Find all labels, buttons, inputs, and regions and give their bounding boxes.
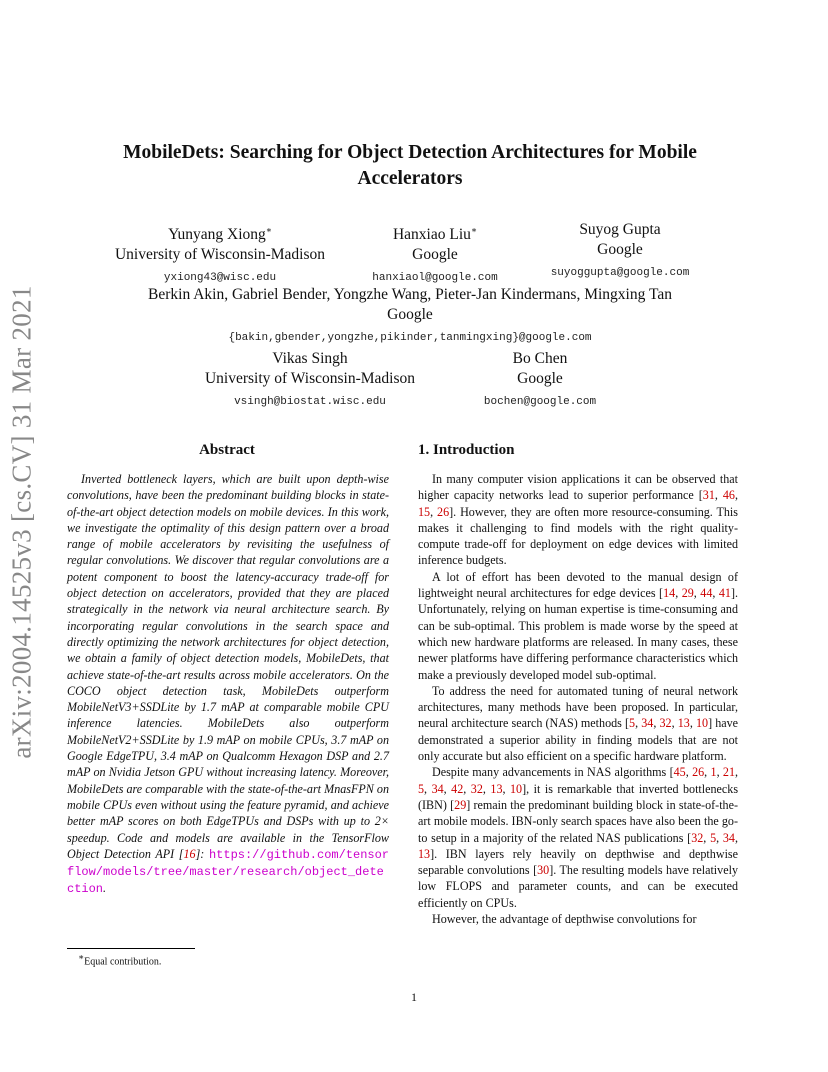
citation-link[interactable]: 34 xyxy=(431,781,444,796)
arxiv-stamp: arXiv:2004.14525v3 [cs.CV] 31 Mar 2021 xyxy=(6,285,37,759)
citation-link[interactable]: 21 xyxy=(722,765,736,780)
intro-body xyxy=(418,471,738,927)
author-3: Suyog Gupta Google suyoggupta@google.com xyxy=(550,221,690,279)
footnote: ∗Equal contribution. xyxy=(78,952,162,968)
citation-link[interactable]: 26 xyxy=(437,504,450,519)
citation-link[interactable]: 44 xyxy=(700,586,713,601)
citation-link[interactable]: 13 xyxy=(490,781,503,796)
paper-title: MobileDets: Searching for Object Detection Architectures for Mobile Accelerators xyxy=(123,142,697,189)
intro-paragraph: To address the need for automated tuning of neural network architectures, many methods have been proposed. In particular, neural architecture search (NAS) methods [5, 34, 32, 13, 10] have demonstrated a superior ability in finding models that are not only accurate but also efficient on a specific hardware platform. xyxy=(418,683,739,764)
citation-link[interactable]: 5 xyxy=(629,716,636,731)
citation-link[interactable]: 45 xyxy=(673,765,686,780)
footnote-rule xyxy=(67,948,195,949)
intro-heading: 1. Introduction xyxy=(418,442,515,458)
author-5: Bo Chen Google bochen@google.com xyxy=(483,350,597,408)
citation-link[interactable]: 14 xyxy=(663,586,676,601)
author-1: Yunyang Xiong∗ University of Wisconsin-Madison yxiong43@wisc.edu xyxy=(114,225,326,285)
citation-link[interactable]: 32 xyxy=(691,830,704,845)
citation-link[interactable]: 32 xyxy=(470,781,483,796)
citation-link[interactable]: 42 xyxy=(451,781,464,796)
citation-link[interactable]: 16 xyxy=(183,846,196,861)
citation-link[interactable]: 26 xyxy=(692,765,705,780)
citation-link[interactable]: 31 xyxy=(702,488,715,503)
intro-paragraph: However, the advantage of depthwise convolutions for xyxy=(432,912,697,927)
citation-link[interactable]: 30 xyxy=(537,863,550,878)
author-group: Berkin Akin, Gabriel Bender, Yongzhe Wang, Pieter-Jan Kindermans, Mingxing Tan Google {bakin,gbender,yongzhe,pikinder,tanmingxing}@google.com xyxy=(148,286,672,344)
abstract-body: Inverted bottleneck layers, which are built upon depth-wise convolutions, have been the predominant building blocks in state-of-the-art object detection models on mobile devices. In this work, we investigate the optimality of this design pattern over a broad range of mobile accelerators by revisiting the usefulness of regular convolutions. We discover that regular convolutions are a potent component to boost the latency-accuracy trade-off for object detection on accelerators, provided that they are placed strategically in the network via neural architecture search. By incorporating regular convolutions in the search space and directly optimizing the network architectures for object detection, we obtain a family of object detection models, MobileDets, that achieve state-of-the-art results across mobile accelerators. On the COCO object detection task, MobileDets outperform MobileNetV3+SSDLite by 1.7 mAP at comparable mobile CPU inference latencies. MobileDets also outperform MobileNetV2+SSDLite by 1.9 mAP on mobile CPUs, 3.7 mAP on Google EdgeTPU, 3.4 mAP on Qualcomm Hexagon DSP and 2.7 mAP on Nvidia Jetson GPU without increasing latency. Moreover, MobileDets are comparable with the state-of-the-art MnasFPN on mobile CPUs even without using the feature pyramid, and achieve better mAP scores on both EdgeTPUs and DSPs with up to 2× speedup. Code and models are available in the TensorFlow Object Detection API [16]: https://github.com/tensorflow/models/tree/master/research/object_detection. xyxy=(67,472,389,897)
page-number: 1 xyxy=(411,990,417,1004)
citation-link[interactable]: 15 xyxy=(418,504,431,519)
code-url-link[interactable]: https://github.com/tensorflow/models/tree/master/research/object_detection xyxy=(67,847,389,897)
author-4: Vikas Singh University of Wisconsin-Madison vsingh@biostat.wisc.edu xyxy=(204,350,416,408)
intro-paragraph: Despite many advancements in NAS algorithms [45, 26, 1, 21, 5, 34, 42, 32, 13, 10], it is remarkable that inverted bottlenecks (IBN) [29] remain the predominant building block in state-of-the-art mobile models. IBN-only search spaces have also been the go-to setup in a majority of the related NAS publications [32, 5, 34, 13]. IBN layers rely heavily on depthwise and depthwise separable convolutions [30]. The resulting models have relatively low FLOPS and parameter counts, and can be executed efficiently on CPUs. xyxy=(418,765,739,910)
citation-link[interactable]: 13 xyxy=(677,716,690,731)
citation-link[interactable]: 34 xyxy=(641,716,654,731)
citation-link[interactable]: 29 xyxy=(454,797,467,812)
citation-link[interactable]: 1 xyxy=(710,765,717,780)
citation-link[interactable]: 10 xyxy=(510,781,523,796)
intro-paragraph: In many computer vision applications it can be observed that higher capacity networks lead to superior performance [31, 46, 15, 26]. However, they are often more resource-consuming. This makes it challenging to find models with the right quality-compute trade-off for deployment on edge devices with limited inference budgets. xyxy=(418,472,739,568)
citation-link[interactable]: 5 xyxy=(710,830,717,845)
abstract-heading: Abstract xyxy=(199,442,255,458)
citation-link[interactable]: 13 xyxy=(418,846,431,861)
citation-link[interactable]: 46 xyxy=(722,488,735,503)
citation-link[interactable]: 34 xyxy=(722,830,735,845)
citation-link[interactable]: 5 xyxy=(418,781,425,796)
intro-paragraph: A lot of effort has been devoted to the manual design of lightweight neural architectures for edge devices [14, 29, 44, 41]. Unfortunately, relying on human expertise is time-consuming and can be sub-optimal. This problem is made worse by the speed at which new hardware platforms are released. In many cases, these newer platforms have differing performance characteristics which make a previously developed model sub-optimal. xyxy=(418,569,739,682)
author-2: Hanxiao Liu∗ Google hanxiaol@google.com xyxy=(372,225,498,285)
citation-link[interactable]: 32 xyxy=(659,716,672,731)
citation-link[interactable]: 29 xyxy=(681,586,694,601)
citation-link[interactable]: 41 xyxy=(718,586,731,601)
citation-link[interactable]: 10 xyxy=(695,716,709,731)
